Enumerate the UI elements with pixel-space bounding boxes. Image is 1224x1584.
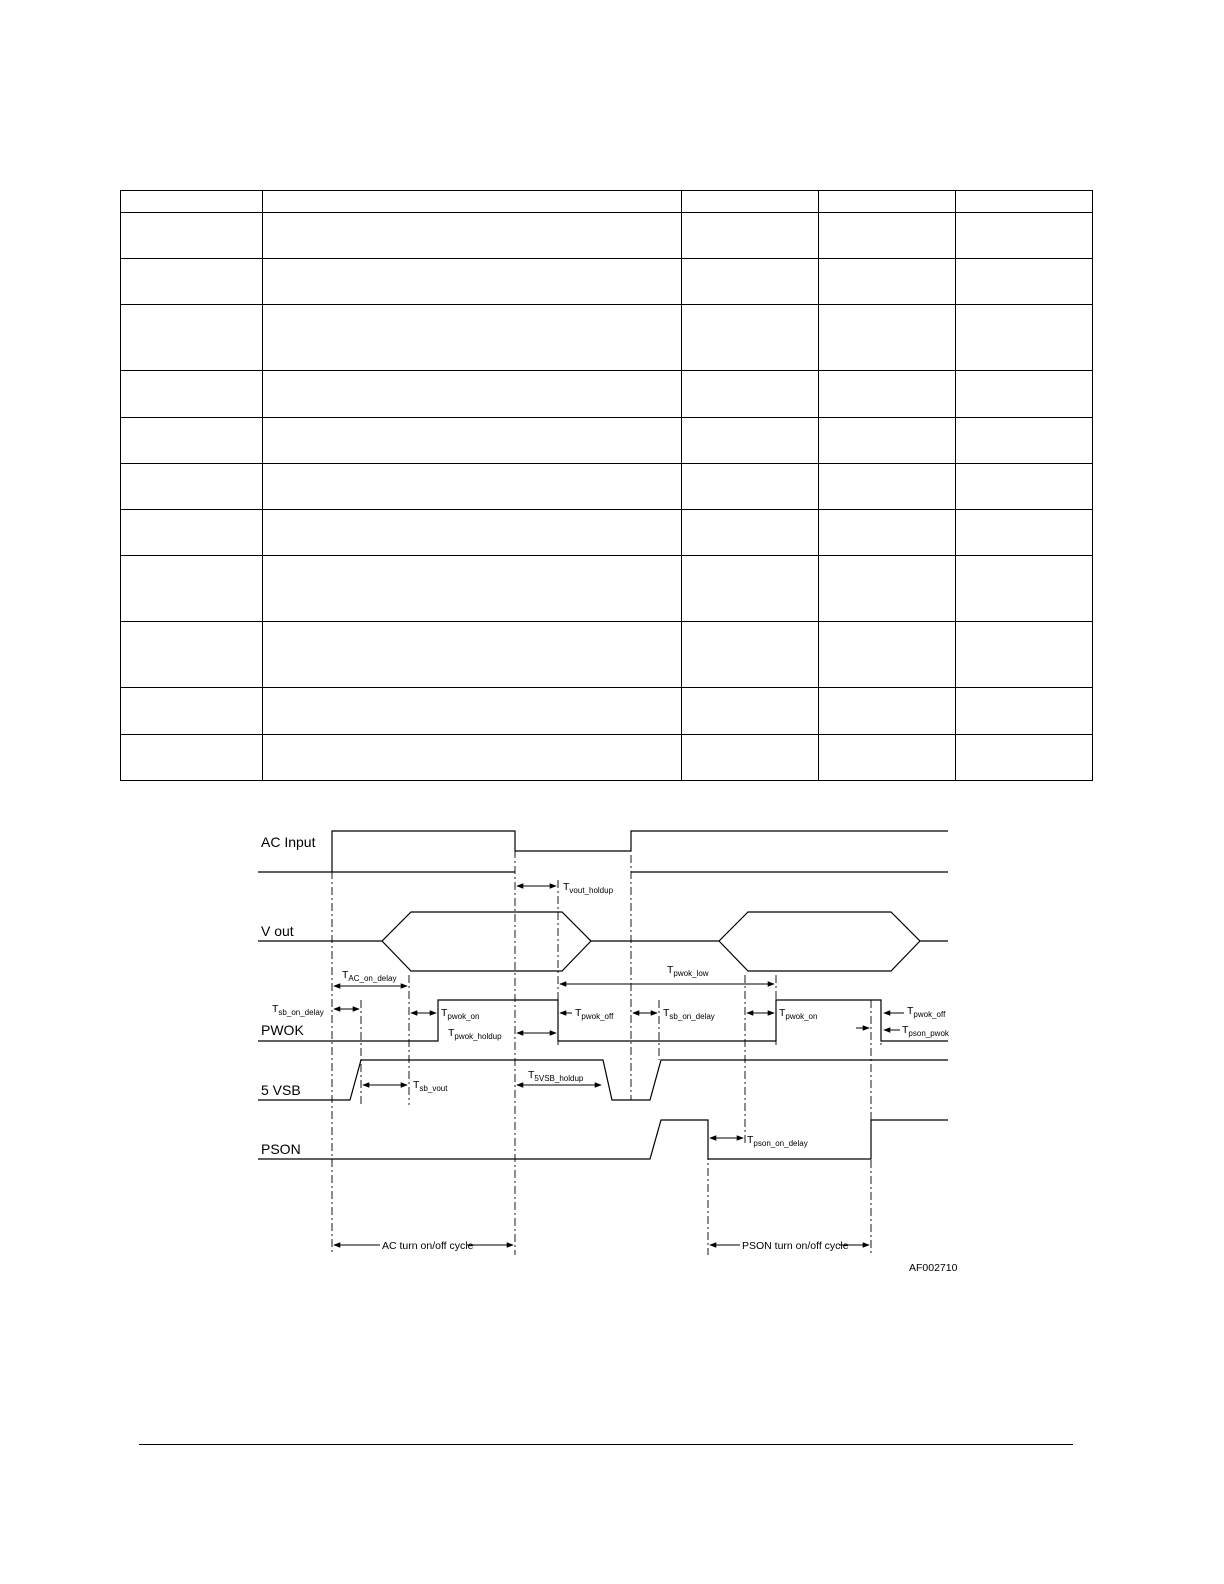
signal-label-5vsb: 5 VSB <box>261 1082 301 1098</box>
label-sb-on-delay-2: $T_{sb\_on\_delay}$ <box>663 1007 715 1021</box>
label-sb-on-delay-1: $T_{sb\_on\_delay}$ <box>272 1003 324 1017</box>
label-vout-holdup: $T_{vout\_holdup}$ <box>563 881 614 895</box>
signal-label-ac-input: AC Input <box>261 834 316 850</box>
label-pson-cycle: PSON turn on/off cycle <box>742 1240 849 1252</box>
pson-waveform <box>258 1120 948 1159</box>
label-pwok-low: $T_{pwok\_low}$ <box>667 964 709 978</box>
label-pwok-off-2: $T_{pwok\_off}$ <box>907 1005 946 1019</box>
label-pwok-on-2: $T_{pwok\_on}$ <box>779 1007 818 1021</box>
signal-label-pson: PSON <box>261 1141 301 1157</box>
label-ac-cycle: AC turn on/off cycle <box>382 1240 474 1252</box>
label-5vsb-holdup: $T_{5VSB\_holdup}$ <box>528 1069 584 1083</box>
vout-waveform <box>258 912 948 971</box>
figure-id: AF002710 <box>909 1262 958 1274</box>
label-sb-vout: $T_{sb\_vout}$ <box>413 1079 448 1093</box>
label-pwok-off-1: $T_{pwok\_off}$ <box>575 1007 614 1021</box>
label-pson-on-delay: $T_{pson\_on\_delay}$ <box>747 1134 808 1148</box>
signal-label-pwok: PWOK <box>261 1022 304 1038</box>
timing-guides <box>332 850 881 1255</box>
label-pwok-on-1: $T_{pwok\_on}$ <box>441 1007 480 1021</box>
footer-rule <box>139 1444 1073 1445</box>
label-ac-on-delay: $T_{AC\_on\_delay}$ <box>342 969 397 983</box>
signal-label-vout: V out <box>261 923 294 939</box>
timing-arrows <box>334 886 904 1245</box>
ac-input-waveform <box>258 831 948 872</box>
vsb-waveform <box>258 1060 948 1100</box>
label-pson-pwok: $T_{pson\_pwok}$ <box>902 1024 949 1038</box>
label-pwok-holdup: $T_{pwok\_holdup}$ <box>448 1027 502 1041</box>
